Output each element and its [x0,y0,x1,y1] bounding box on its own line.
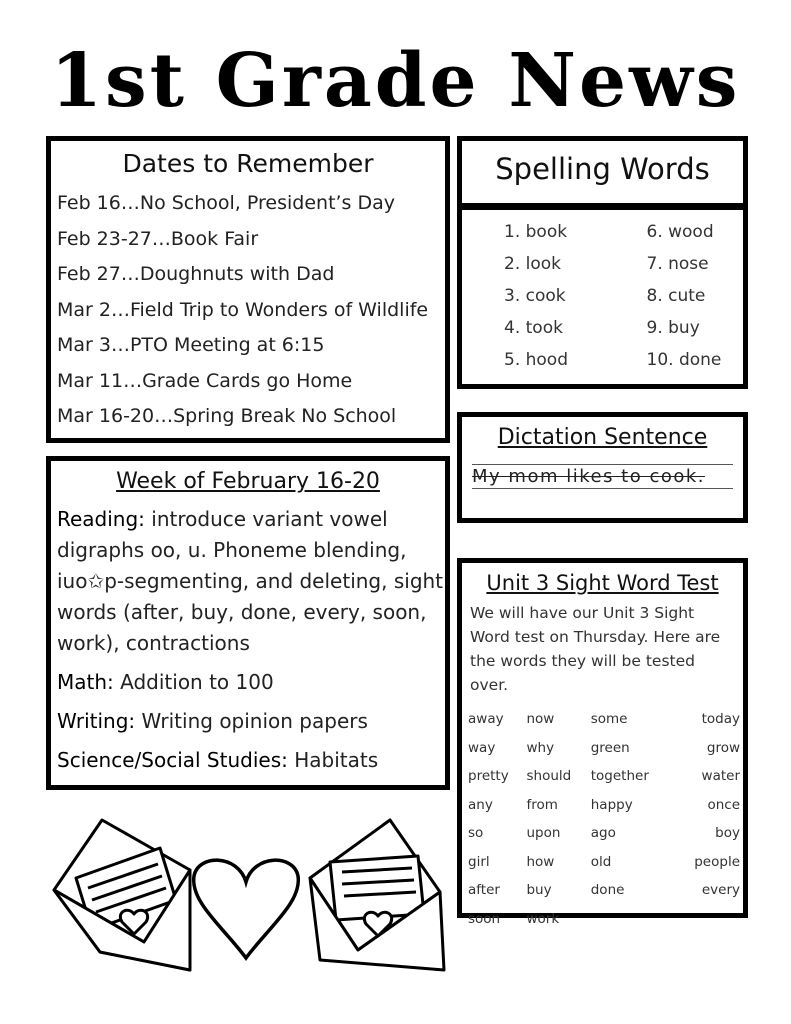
sight-word: done [590,882,625,899]
date-item: Mar 16-20…Spring Break No School [57,405,397,427]
dates-heading: Dates to Remember [122,149,374,178]
sight-word: today [701,711,740,728]
dictation-box [457,412,748,523]
spelling-left-column [462,216,603,376]
writing-paragraph [57,706,445,737]
handwriting-base-line [472,488,733,489]
sight-word: some [590,711,628,728]
spelling-word: 1. book [504,222,568,242]
sight-word: together [590,768,649,785]
sight-word: now [526,711,555,728]
sight-word: how [526,853,555,870]
sight-word: any [468,796,493,813]
sight-words-table [468,705,740,933]
date-item: Mar 3…PTO Meeting at 6:15 [57,334,325,356]
date-item: Feb 23-27…Book Fair [57,227,259,250]
dates-list [57,186,445,435]
date-item: Mar 2…Field Trip to Wonders of Wildlife [57,298,429,321]
writing-label: Writing: [57,709,136,733]
handwriting-top-line [472,464,733,465]
dictation-sentence: My mom likes to cook. [472,466,706,487]
dates-to-remember-box [46,136,450,443]
sight-word: upon [526,825,561,842]
valentine-decoration [40,810,460,980]
sight-word: every [701,882,740,899]
page-title: 1st Grade News [50,38,741,124]
spelling-words-box [457,205,748,389]
sight-word: so [468,825,484,842]
science-text: Habitats [287,748,379,772]
spelling-word: 3. cook [504,286,566,306]
sight-word [674,905,740,934]
sight-word: ago [590,825,616,842]
sight-word: buy [526,882,552,899]
sight-word: green [590,739,630,756]
math-label: Math: [57,670,114,694]
sight-intro: We will have our Unit 3 Sight Word test on Thursday. Here are the words they will be tested over. [470,604,721,694]
math-text: Addition to 100 [113,670,274,694]
sight-words-row [468,819,740,848]
sight-word: pretty [468,768,509,785]
reading-text: introduce variant vowel digraphs oo, u. Phoneme blending, iuo✩p-segmenting, and deleting, sight words (after, buy, done, every, soon, work), contractions [57,507,444,655]
sight-word: water [701,768,740,785]
sight-word: soon [468,910,501,927]
science-label: Science/Social Studies: [57,748,288,772]
sight-words-row [468,848,740,877]
sight-words-row [468,734,740,763]
week-heading [51,469,445,494]
spelling-word: 8. cute [646,286,706,306]
sight-heading [462,571,743,595]
spelling-heading: Spelling Words [495,152,710,186]
spelling-word: 9. buy [646,318,700,338]
spelling-word: 2. look [504,254,561,274]
sight-word: from [526,796,558,813]
sight-words-row [468,876,740,905]
sight-word: why [526,739,555,756]
dictation-heading-text: Dictation Sentence [497,425,708,450]
week-heading-text: Week of February 16-20 [116,469,380,494]
spelling-right-column [603,216,744,376]
date-item: Feb 27…Doughnuts with Dad [57,263,335,285]
week-box [46,456,450,790]
sight-word: once [707,796,740,813]
spelling-heading-box [457,136,748,208]
spelling-word: 10. done [646,350,722,370]
date-item: Mar 11…Grade Cards go Home [57,369,353,392]
dictation-heading [462,425,743,450]
sight-word: away [468,711,504,728]
sight-word-test-box [457,558,748,927]
sight-heading-text: Unit 3 Sight Word Test [486,571,719,595]
week-body [57,504,445,776]
dictation-sentence-lines [472,464,733,492]
writing-text: Writing opinion papers [135,709,368,733]
sight-word: after [468,882,500,899]
sight-words-row [468,762,740,791]
sight-words-row [468,705,740,734]
reading-paragraph [57,504,445,659]
spelling-word: 7. nose [646,254,709,274]
sight-word: way [468,739,496,756]
sight-word: work [526,910,560,927]
science-paragraph [57,745,445,776]
sight-words-row [468,905,740,934]
spelling-word: 6. wood [646,222,714,242]
heart-icon [194,860,299,958]
sight-word: grow [706,739,740,756]
envelope-left-icon [54,820,190,970]
sight-word: old [590,853,612,870]
sight-word: boy [715,825,740,842]
sight-word: happy [590,796,633,813]
sight-word: should [526,768,572,785]
math-paragraph [57,667,445,698]
date-item: Feb 16…No School, President’s Day [57,192,396,214]
envelope-right-icon [310,820,444,970]
spelling-word: 4. took [504,318,563,338]
sight-words-row [468,791,740,820]
spelling-word: 5. hood [504,350,568,370]
reading-label: Reading: [57,507,145,531]
sight-word: people [694,853,740,870]
sight-word [591,905,675,934]
sight-word: girl [468,853,490,870]
